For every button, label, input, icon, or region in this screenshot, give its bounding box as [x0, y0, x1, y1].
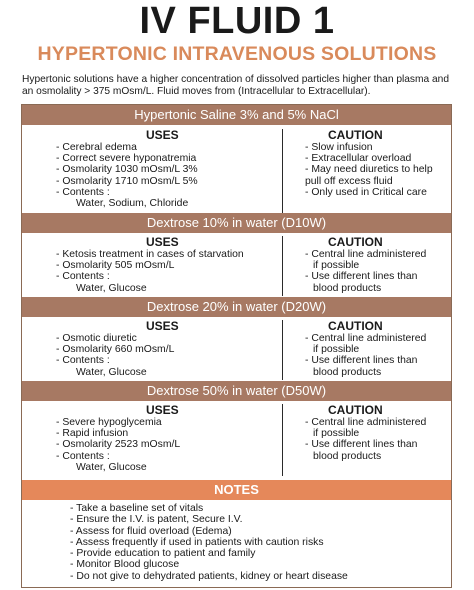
section-d50w — [22, 404, 451, 476]
uses-column — [56, 236, 281, 294]
list-item: - Slow infusion — [305, 142, 373, 153]
uses-heading: USES — [146, 319, 179, 333]
list-item: - Take a baseline set of vitals — [70, 503, 204, 514]
list-item: - Use different lines than — [305, 439, 418, 451]
caution-heading: CAUTION — [328, 235, 383, 249]
list-item: - Contents : — [56, 186, 110, 198]
list-item: blood products — [313, 366, 382, 378]
caution-column — [305, 320, 445, 378]
list-item: - Monitor Blood glucose — [70, 559, 180, 571]
list-item: - Rapid infusion — [56, 428, 129, 440]
column-divider — [282, 320, 283, 380]
section-d10w — [22, 236, 451, 296]
list-item: if possible — [313, 260, 360, 272]
column-divider — [282, 129, 283, 213]
list-item: - Central line administered — [305, 417, 427, 428]
uses-column — [56, 320, 281, 378]
list-item: - Correct severe hyponatremia — [56, 153, 197, 165]
caution-heading: CAUTION — [328, 128, 383, 142]
list-item: - Osmolarity 505 mOsm/L — [56, 260, 175, 272]
uses-heading: USES — [146, 128, 179, 142]
list-item: if possible — [313, 428, 360, 440]
caution-column — [305, 404, 445, 462]
list-item: Water, Glucose — [76, 282, 147, 294]
list-item: blood products — [313, 282, 382, 294]
list-item: - Extracellular overload — [305, 153, 412, 165]
list-item: - Severe hypoglycemia — [56, 417, 162, 428]
list-item: pull off excess fluid — [305, 175, 393, 187]
list-item: - Osmolarity 1710 mOsm/L 5% — [56, 175, 198, 187]
list-item: - Cerebral edema — [56, 142, 137, 153]
list-item: - Only used in Critical care — [305, 186, 427, 198]
list-item: - Provide education to patient and family — [70, 548, 256, 560]
list-item: - May need diuretics to help — [305, 164, 433, 176]
column-divider — [282, 404, 283, 476]
column-divider — [282, 236, 283, 296]
intro-paragraph: Hypertonic solutions have a higher concentration of dissolved particles higher than plasma and an osmolality > 375 mOsm/L. Fluid moves from (Intracellular to Extracellular). — [22, 74, 449, 98]
uses-column — [56, 129, 281, 209]
list-item: - Use different lines than — [305, 355, 418, 367]
notes-heading: NOTES — [22, 480, 451, 500]
list-item: Water, Glucose — [76, 461, 147, 473]
caution-heading: CAUTION — [328, 319, 383, 333]
uses-column — [56, 404, 281, 473]
notes-list — [70, 503, 450, 582]
list-item: - Assess for fluid overload (Edema) — [70, 525, 232, 537]
list-item: - Contents : — [56, 355, 110, 367]
uses-heading: USES — [146, 403, 179, 417]
list-item: blood products — [313, 450, 382, 462]
list-item: - Osmolarity 1030 mOsm/L 3% — [56, 164, 198, 176]
page-title: IV FLUID 1 — [139, 0, 335, 42]
caution-column — [305, 236, 445, 294]
section-heading-d10w: Dextrose 10% in water (D10W) — [22, 213, 451, 233]
list-item: - Contents : — [56, 271, 110, 283]
list-item: - Osmolarity 2523 mOsm/L — [56, 439, 181, 451]
page-subtitle: HYPERTONIC INTRAVENOUS SOLUTIONS — [37, 43, 437, 65]
list-item: Water, Glucose — [76, 366, 147, 378]
list-item: - Do not give to dehydrated patients, kidney or heart disease — [70, 570, 348, 582]
uses-heading: USES — [146, 235, 179, 249]
section-heading-hypertonic-saline: Hypertonic Saline 3% and 5% NaCl — [22, 105, 451, 125]
list-item: - Ensure the I.V. is patent, Secure I.V. — [70, 514, 243, 526]
list-item: Water, Sodium, Chloride — [76, 198, 189, 210]
section-heading-d50w: Dextrose 50% in water (D50W) — [22, 381, 451, 401]
section-hypertonic-saline — [22, 129, 451, 213]
caution-heading: CAUTION — [328, 403, 383, 417]
list-item: - Central line administered — [305, 249, 427, 260]
caution-column — [305, 129, 445, 198]
section-heading-d20w: Dextrose 20% in water (D20W) — [22, 297, 451, 317]
list-item: - Central line administered — [305, 333, 427, 344]
list-item: - Contents : — [56, 450, 110, 462]
list-item: if possible — [313, 344, 360, 356]
list-item: - Use different lines than — [305, 271, 418, 283]
list-item: - Ketosis treatment in cases of starvation — [56, 249, 244, 260]
list-item: - Assess frequently if used in patients with caution risks — [70, 536, 324, 548]
section-d20w — [22, 320, 451, 380]
fluid-table — [21, 104, 452, 588]
list-item: - Osmotic diuretic — [56, 333, 137, 344]
list-item: - Osmolarity 660 mOsm/L — [56, 344, 175, 356]
